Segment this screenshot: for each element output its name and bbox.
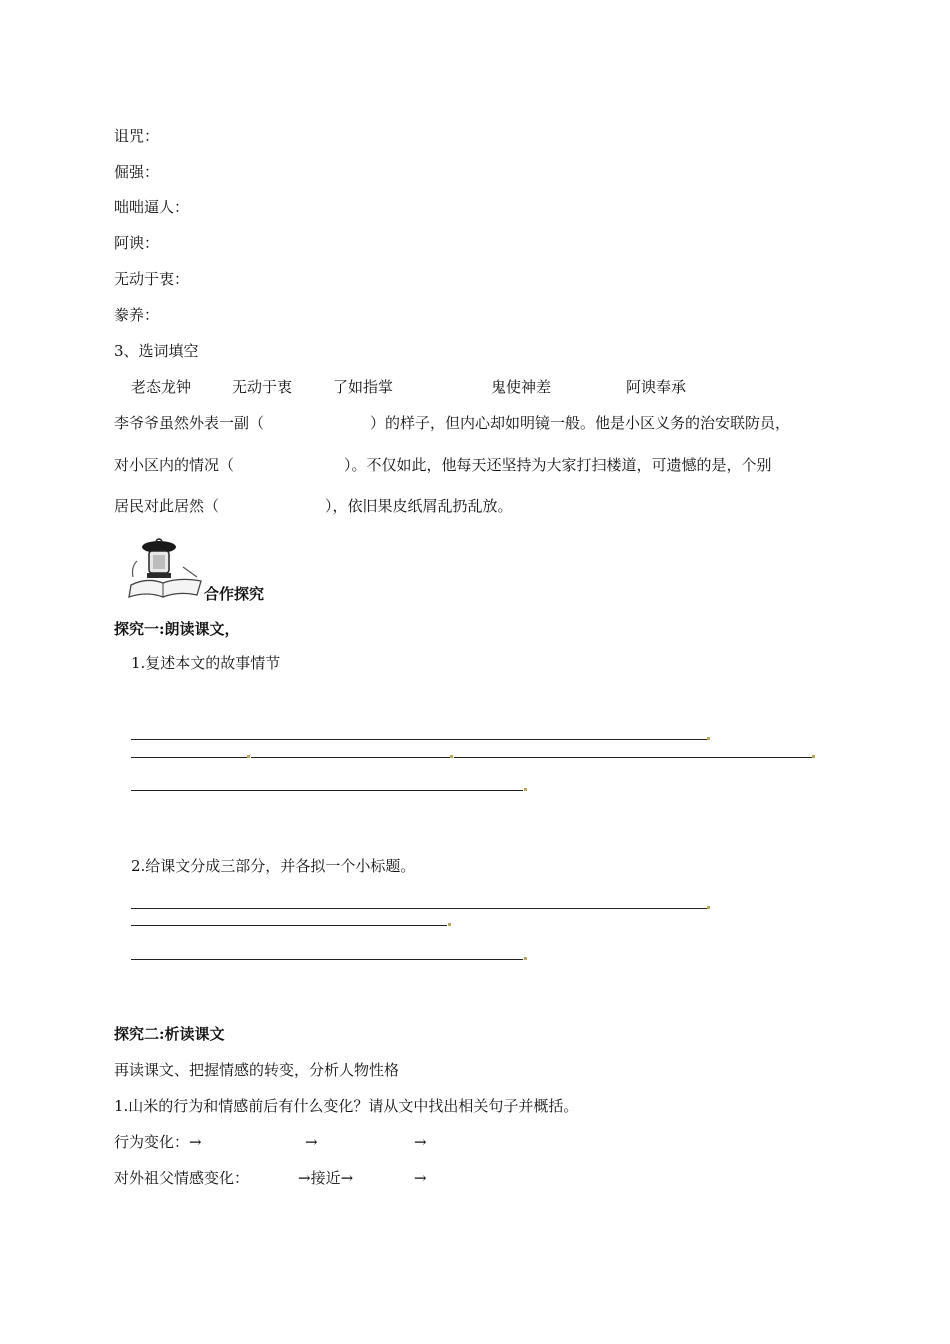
fill-sentence-2b: ）。不仅如此，他每天还坚持为大家打扫楼道，可遗憾的是，个别	[344, 456, 772, 474]
vocab-item-juejiang: 倔强：	[114, 163, 160, 181]
explore-2-title: 探究二:析读课文	[114, 1025, 225, 1043]
choice-word: 阿谀奉承	[626, 378, 687, 396]
vocab-item-zuzhou: 诅咒：	[114, 127, 160, 145]
section-3-title: 3、选词填空	[114, 342, 199, 360]
fill-sentence-1b: ）的样子，但内心却如明镜一般。他是小区义务的治安联防员，	[370, 414, 791, 432]
answer-line[interactable]	[131, 739, 707, 740]
arrow: →	[414, 1133, 427, 1151]
line-end-mark	[524, 957, 527, 960]
vocab-item-duoduobiren: 咄咄逼人：	[114, 198, 190, 216]
line-end-mark	[707, 906, 710, 909]
answer-line[interactable]	[131, 925, 447, 926]
answer-line[interactable]	[131, 959, 523, 960]
vocab-item-huanyang: 豢养：	[114, 306, 160, 324]
choice-word: 老态龙钟	[131, 378, 192, 396]
arrow: →	[414, 1169, 427, 1187]
lantern-book-icon	[127, 537, 205, 601]
choice-word: 了如指掌	[333, 378, 394, 396]
explore-1-question-2: 2.给课文分成三部分，并各拟一个小标题。	[131, 857, 416, 875]
emotion-change-middle: →接近→	[298, 1169, 354, 1187]
vocab-item-ayu: 阿谀：	[114, 234, 160, 252]
choice-word: 鬼使神差	[491, 378, 552, 396]
answer-line[interactable]	[251, 757, 450, 758]
line-end-mark	[448, 923, 451, 926]
fill-sentence-1a: 李爷爷虽然外表一副（	[114, 414, 265, 432]
answer-line[interactable]	[454, 757, 812, 758]
line-end-mark	[247, 755, 250, 758]
line-end-mark	[812, 755, 815, 758]
explore-1-title: 探究一:朗读课文，	[114, 620, 240, 638]
explore-1-question-1: 1.复述本文的故事情节	[131, 654, 281, 672]
answer-line[interactable]	[131, 790, 523, 791]
fill-sentence-3a: 居民对此居然（	[114, 497, 220, 515]
emotion-change-label: 对外祖父情感变化：	[114, 1169, 250, 1187]
answer-line[interactable]	[131, 757, 247, 758]
fill-sentence-2a: 对小区内的情况（	[114, 456, 235, 474]
line-end-mark	[450, 755, 453, 758]
answer-line[interactable]	[131, 908, 707, 909]
vocab-item-wudongyuzhong: 无动于衷：	[114, 270, 190, 288]
line-end-mark	[707, 737, 710, 740]
behavior-change-label: 行为变化：→	[114, 1133, 202, 1151]
explore-2-question-1: 1.山米的行为和情感前后有什么变化？请从文中找出相关句子并概括。	[114, 1097, 579, 1115]
line-end-mark	[524, 788, 527, 791]
fill-sentence-3b: ），依旧果皮纸屑乱扔乱放。	[325, 497, 513, 515]
explore-2-intro: 再读课文、把握情感的转变，分析人物性格	[114, 1061, 400, 1079]
arrow: →	[305, 1133, 318, 1151]
choice-word: 无动于衷	[232, 378, 293, 396]
coop-heading: 合作探究	[204, 585, 265, 603]
